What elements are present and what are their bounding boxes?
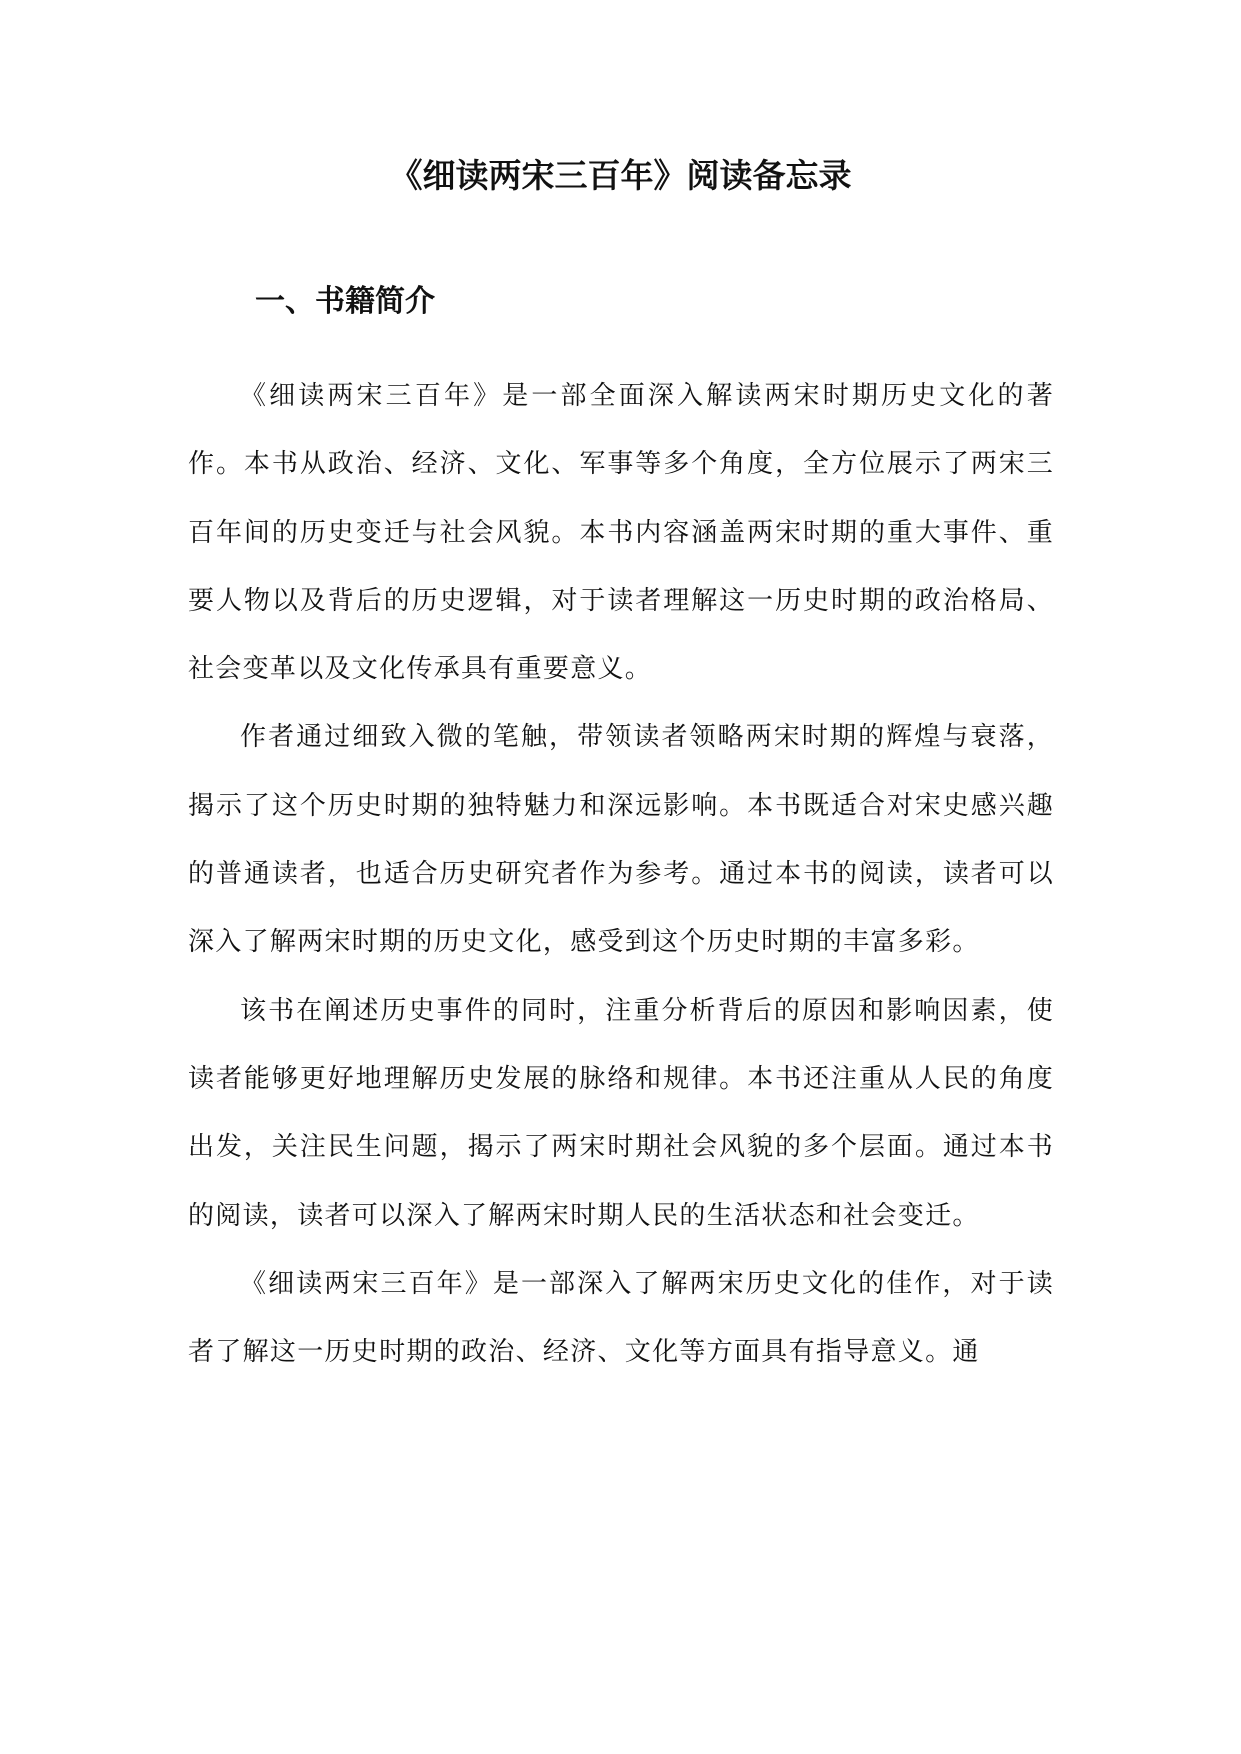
paragraph: 作者通过细致入微的笔触，带领读者领略两宋时期的辉煌与衰落，揭示了这个历史时期的独特魅力和深远影响。本书既适合对宋史感兴趣的普通读者，也适合历史研究者作为参考。通过本书的阅读，读者可以深入了解两宋时期的历史文化，感受到这个历史时期的丰富多彩。 bbox=[188, 722, 1054, 958]
document-title: 《细读两宋三百年》阅读备忘录 bbox=[389, 156, 852, 195]
paragraph: 《细读两宋三百年》是一部全面深入解读两宋时期历史文化的著作。本书从政治、经济、文化、军事等多个角度，全方位展示了两宋三百年间的历史变迁与社会风貌。本书内容涵盖两宋时期的重大事件、重要人物以及背后的历史逻辑，对于读者理解这一历史时期的政治格局、社会变革以及文化传承具有重要意义。 bbox=[188, 381, 1054, 685]
paragraph: 《细读两宋三百年》是一部深入了解两宋历史文化的佳作，对于读者了解这一历史时期的政治、经济、文化等方面具有指导意义。通 bbox=[188, 1268, 1054, 1368]
section-heading-book-intro: 一、书籍简介 bbox=[255, 284, 435, 319]
paragraph: 该书在阐述历史事件的同时，注重分析背后的原因和影响因素，使读者能够更好地理解历史发展的脉络和规律。本书还注重从人民的角度出发，关注民生问题，揭示了两宋时期社会风貌的多个层面。通过本书的阅读，读者可以深入了解两宋时期人民的生活状态和社会变迁。 bbox=[188, 995, 1054, 1231]
section-body bbox=[188, 362, 1054, 1386]
